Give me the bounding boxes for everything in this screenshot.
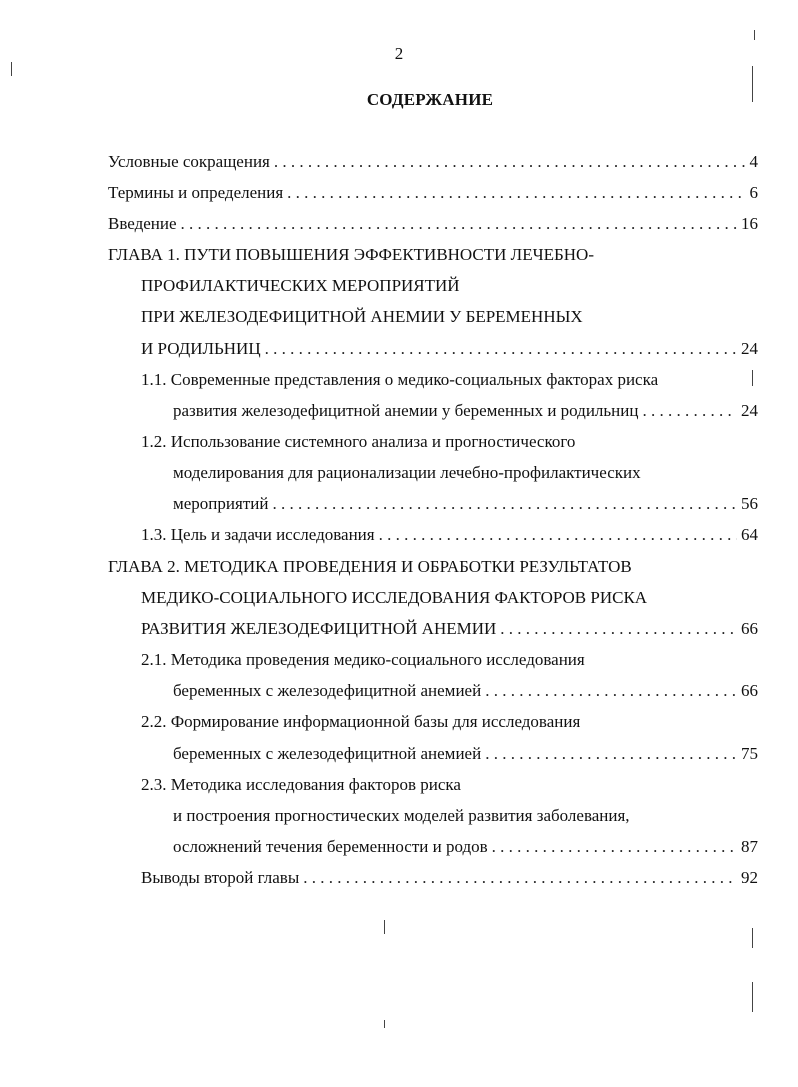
toc-leader-dots: [485, 744, 737, 764]
toc-entry[interactable]: [173, 494, 758, 514]
toc-entry[interactable]: [108, 183, 758, 203]
toc-entry-title: Введение: [108, 214, 177, 233]
toc-leader-dots: [642, 401, 737, 421]
toc-chapter-heading-line: ГЛАВА 2. МЕТОДИКА ПРОВЕДЕНИЯ И ОБРАБОТКИ РЕЗУЛЬТАТОВ: [108, 557, 632, 576]
toc-leader-dots: [485, 681, 737, 701]
scan-artifact-center: [384, 920, 385, 934]
toc-entry[interactable]: [173, 744, 758, 764]
toc-leader-dots: [492, 837, 737, 857]
scan-artifact-right: [752, 66, 753, 102]
toc-section-line: моделирования для рационализации лечебно-профилактических: [173, 463, 641, 482]
toc-leader-dots: [379, 525, 737, 545]
toc-chapter-heading-line: МЕДИКО-СОЦИАЛЬНОГО ИССЛЕДОВАНИЯ ФАКТОРОВ РИСКА: [141, 588, 648, 607]
toc-entry[interactable]: [108, 152, 758, 172]
toc-entry-title: беременных с железодефицитной анемией: [173, 744, 482, 763]
toc-chapter-heading-line: ГЛАВА 1. ПУТИ ПОВЫШЕНИЯ ЭФФЕКТИВНОСТИ ЛЕЧЕБНО-: [108, 245, 594, 264]
toc-entry[interactable]: [173, 681, 758, 701]
scan-artifact-right: [754, 30, 755, 40]
toc-section-line: 1.2. Использование системного анализа и прогностического: [141, 432, 576, 451]
toc-entry-title: развития железодефицитной анемии у беременных и родильниц: [173, 401, 639, 420]
toc-leader-dots: [287, 183, 745, 203]
toc-leader-dots: [303, 868, 737, 888]
toc-entry[interactable]: [141, 339, 758, 359]
toc-leader-dots: [181, 214, 737, 234]
toc-entry-page: 16: [741, 214, 758, 233]
toc-entry-page: 64: [741, 525, 758, 544]
toc-entry-title: Выводы второй главы: [141, 868, 300, 887]
toc-section-line: 2.2. Формирование информационной базы для исследования: [141, 712, 581, 731]
toc-entry-title: Условные сокращения: [108, 152, 270, 171]
toc-entry-page: 24: [741, 401, 758, 420]
page-title: СОДЕРЖАНИЕ: [366, 90, 494, 109]
toc-entry-page: 24: [741, 339, 758, 358]
toc-entry-title: И РОДИЛЬНИЦ: [141, 339, 261, 358]
toc-entry[interactable]: [108, 214, 758, 234]
toc-entry-title: 1.3. Цель и задачи исследования: [141, 525, 375, 544]
toc-entry-page: 87: [741, 837, 758, 856]
toc-entry-page: 4: [749, 152, 758, 171]
toc-leader-dots: [272, 494, 737, 514]
toc-leader-dots: [274, 152, 746, 172]
toc-section-line: 1.1. Современные представления о медико-социальных факторах риска: [141, 370, 659, 389]
toc-entry-page: 66: [741, 619, 758, 638]
toc-entry-title: беременных с железодефицитной анемией: [173, 681, 482, 700]
toc-section-line: и построения прогностических моделей развития заболевания,: [173, 806, 630, 825]
toc-entry-title: Термины и определения: [108, 183, 284, 202]
scan-artifact-right: [752, 982, 753, 1012]
toc-entry-title: мероприятий: [173, 494, 269, 513]
toc-entry-page: 66: [741, 681, 758, 700]
toc-entry[interactable]: [141, 619, 758, 639]
toc-entry[interactable]: [173, 837, 758, 857]
toc-entry[interactable]: [141, 868, 758, 888]
toc-entry-title: РАЗВИТИЯ ЖЕЛЕЗОДЕФИЦИТНОЙ АНЕМИИ: [141, 619, 497, 638]
toc-entry-page: 6: [749, 183, 758, 202]
scan-artifact-right: [752, 370, 753, 386]
toc-entry-page: 92: [741, 868, 758, 887]
toc-entry-page: 56: [741, 494, 758, 513]
toc-leader-dots: [500, 619, 737, 639]
scan-artifact-right: [752, 928, 753, 948]
scan-artifact-center: [384, 1020, 385, 1028]
toc-chapter-heading-line: ПРОФИЛАКТИЧЕСКИХ МЕРОПРИЯТИЙ: [141, 276, 460, 295]
toc-entry[interactable]: [141, 525, 758, 545]
scan-artifact-left: [11, 62, 12, 76]
toc-section-line: 2.3. Методика исследования факторов риска: [141, 775, 461, 794]
toc-entry-page: 75: [741, 744, 758, 763]
toc-section-line: 2.1. Методика проведения медико-социального исследования: [141, 650, 585, 669]
toc-entry[interactable]: [173, 401, 758, 421]
toc-chapter-heading-line: ПРИ ЖЕЛЕЗОДЕФИЦИТНОЙ АНЕМИИ У БЕРЕМЕННЫХ: [141, 307, 583, 326]
toc-entry-title: осложнений течения беременности и родов: [173, 837, 488, 856]
toc-leader-dots: [265, 339, 737, 359]
page-number: 2: [394, 44, 404, 63]
